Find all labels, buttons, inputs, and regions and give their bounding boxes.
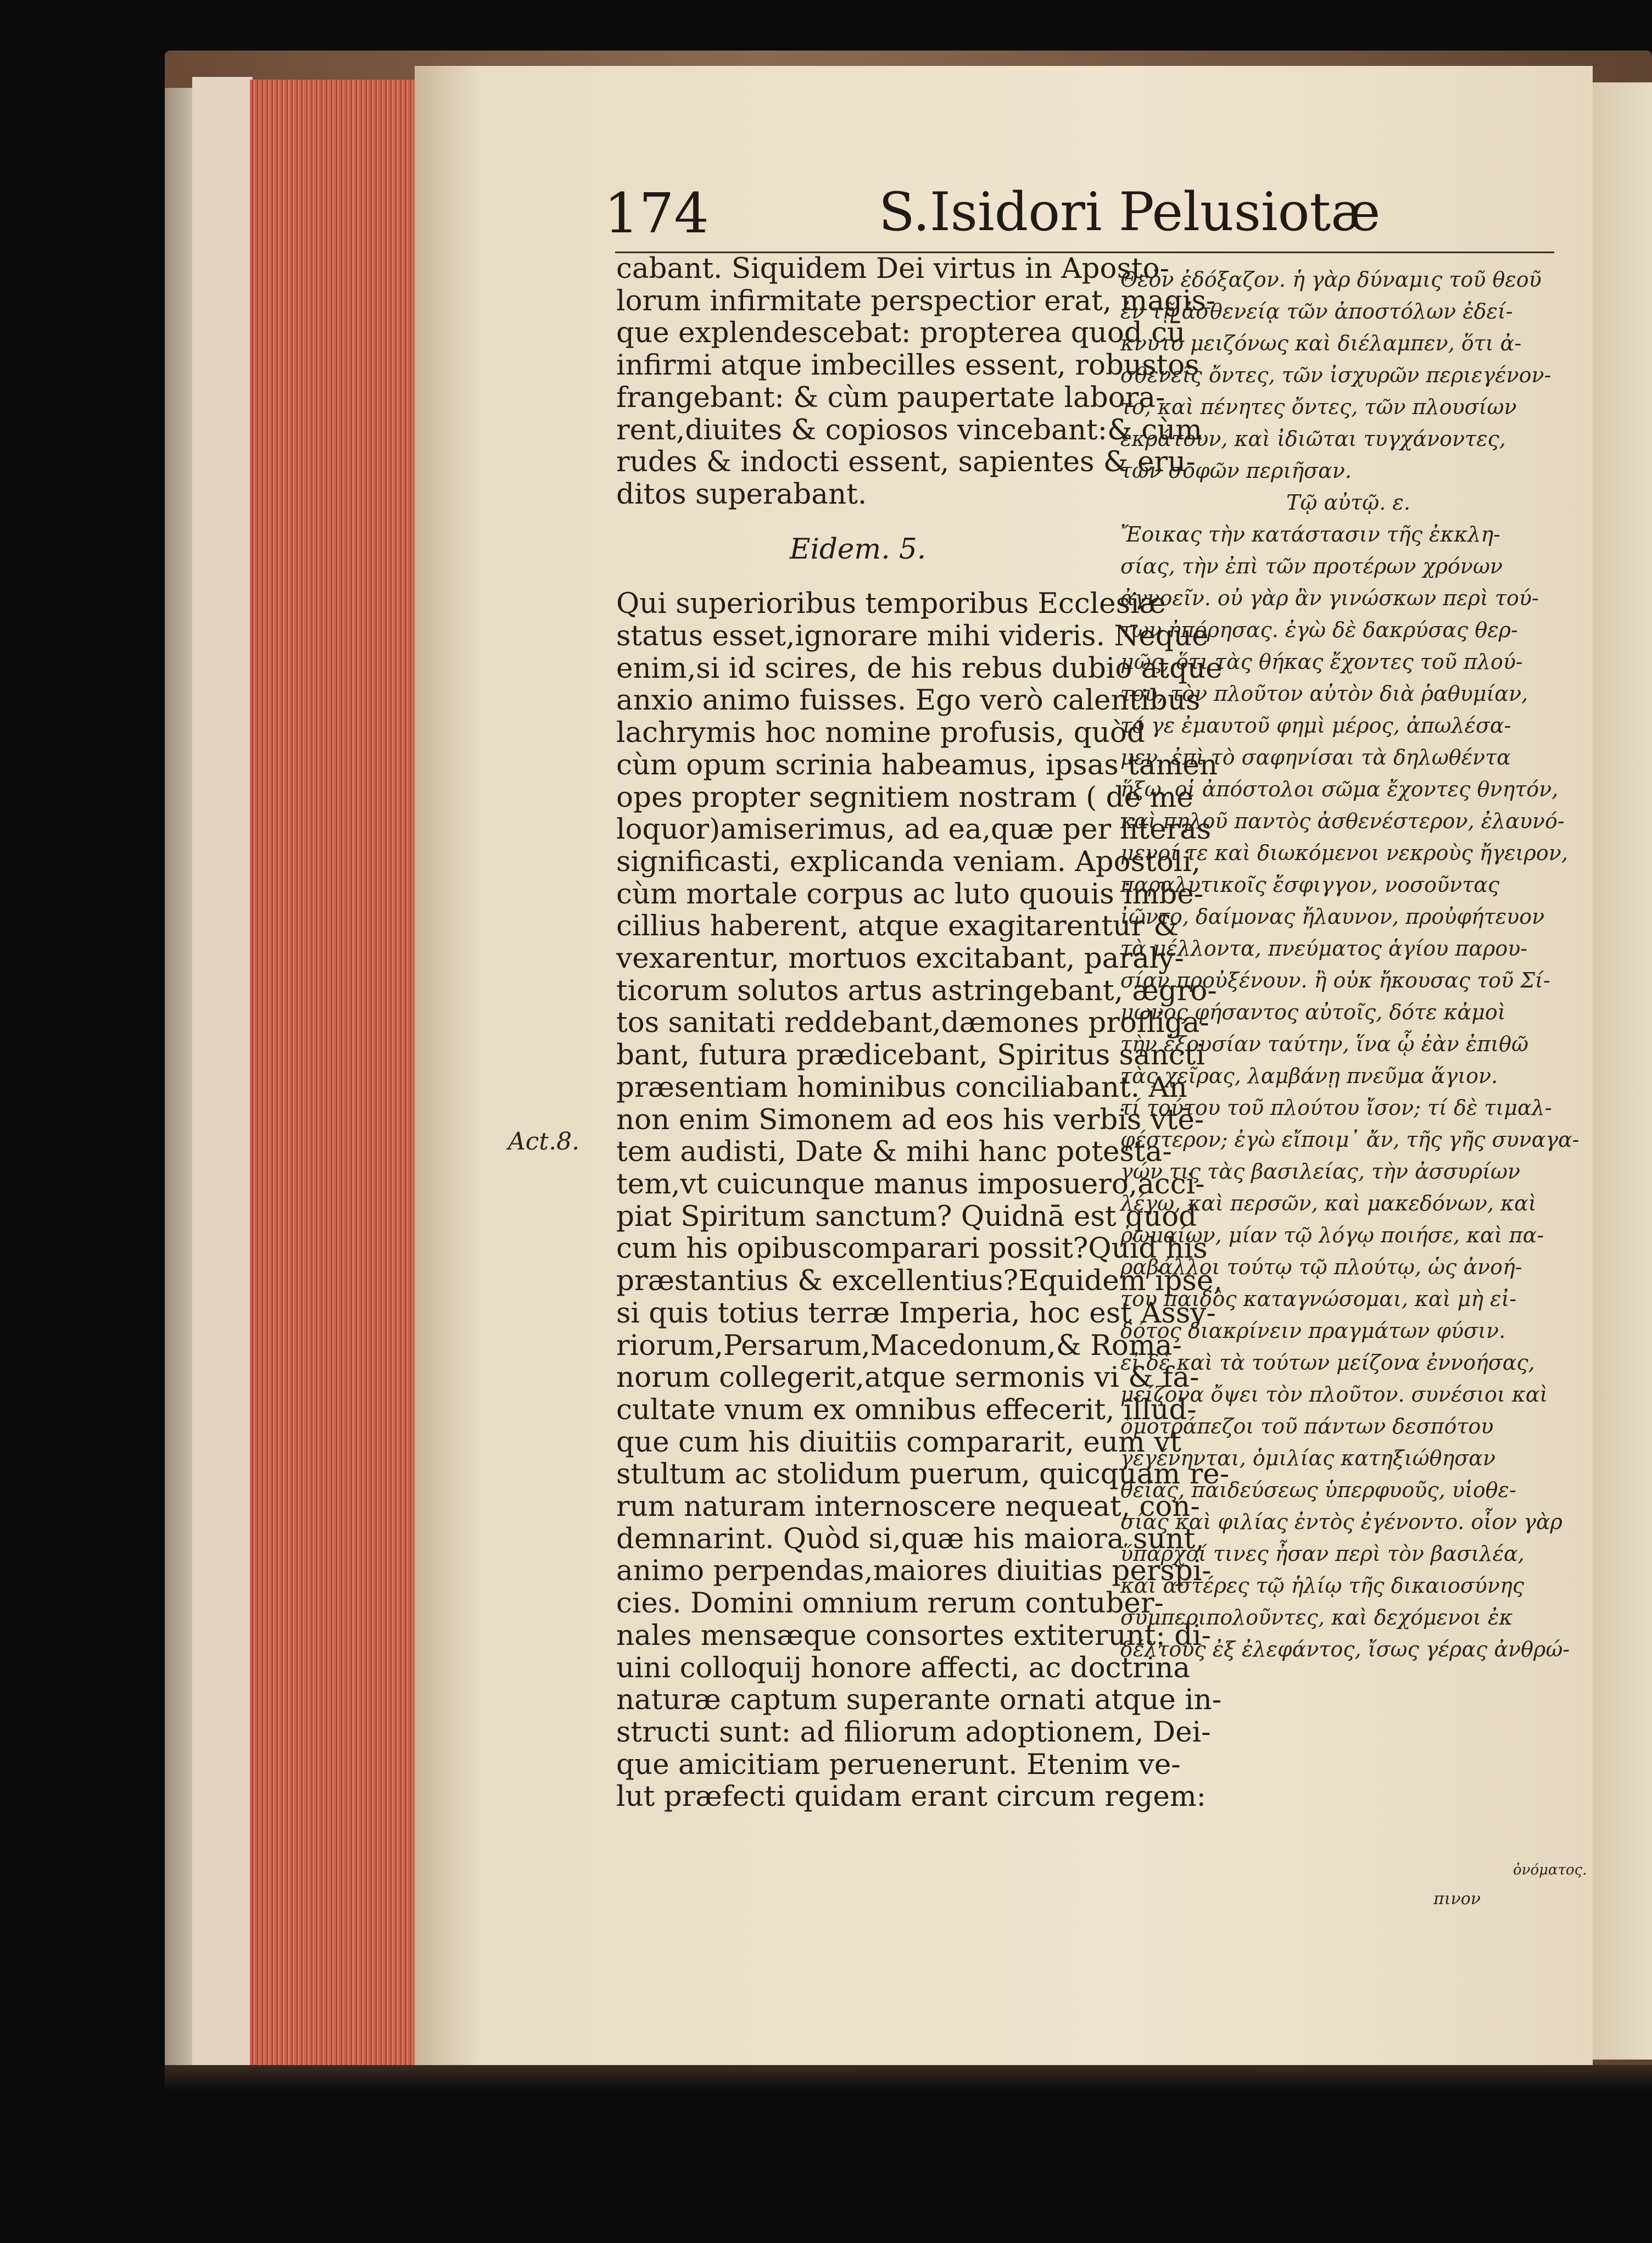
text-line: μωνος φήσαντος αὐτοῖς, δότε κἀμοὶ	[1120, 1000, 1506, 1024]
text-line: ticorum solutos artus astringebant, ægro-	[616, 974, 1217, 1007]
text-line: σθενεῖς ὄντες, τῶν ἰσχυρῶν περιεγένον-	[1120, 363, 1551, 387]
text-line: que amicitiam peruenerunt. Etenim ve-	[616, 1748, 1181, 1781]
text-line: ditos superabant.	[616, 477, 867, 511]
section-heading: Eidem. 5.	[789, 532, 927, 566]
text-line: Θεὸν ἐδόξαζον. ἡ γὰρ δύναμις τοῦ θεοῦ	[1120, 267, 1542, 292]
text-line: cùm opum scrinia habeamus, ipsas tamen	[616, 748, 1218, 782]
text-line: tem,vt cuicunque manus imposuero,acci-	[616, 1167, 1205, 1201]
right-margin-note: ὀνόματος.	[1513, 1862, 1587, 1878]
text-line: animo perpendas,maiores diuitias perspi-	[616, 1554, 1212, 1588]
catchword: πινον	[1433, 1889, 1481, 1909]
text-line: του παιδὸς καταγνώσομαι, καὶ μὴ εἰ-	[1120, 1287, 1517, 1311]
text-line: significasti, explicanda veniam. Apostoli,	[616, 845, 1201, 878]
text-line: φέστερον; ἐγὼ εἴποιμ᾽ ἄν, τῆς γῆς συναγα-	[1120, 1128, 1580, 1152]
text-line: τῶν σοφῶν περιῆσαν.	[1120, 459, 1352, 483]
text-line: præsentiam hominibus conciliabant. An	[616, 1070, 1187, 1104]
text-line: enim,si id scires, de his rebus dubio atque	[616, 651, 1223, 685]
text-line: παραλυτικοῖς ἔσφιγγον, νοσοῦντας	[1120, 873, 1500, 897]
text-line: lorum infirmitate perspectior erat, magis-	[616, 284, 1216, 317]
text-line: τὰ μέλλοντα, πνεύματος ἁγίου παρου-	[1120, 936, 1528, 961]
text-line: σίας καὶ φιλίας ἐντὸς ἐγένοντο. οἷον γὰρ	[1120, 1510, 1562, 1534]
text-line: uini colloquij honore affecti, ac doctrina	[616, 1651, 1191, 1684]
text-line: καὶ πηλοῦ παντὸς ἀσθενέστερον, ἐλαυνό-	[1120, 809, 1565, 833]
text-line: frangebant: & cùm paupertate labora-	[616, 381, 1165, 414]
latin-column	[616, 252, 1230, 1814]
text-line: ἐν τῇ ἀσθενείᾳ τῶν ἀποστόλων ἐδεί-	[1120, 299, 1513, 323]
text-line: μῶς, ὅτι τὰς θήκας ἔχοντες τοῦ πλού-	[1120, 650, 1523, 674]
running-head: S.Isidori Pelusiotæ	[879, 181, 1381, 243]
text-line: ῥωμαίων, μίαν τῷ λόγῳ ποιήσε, καὶ πα-	[1120, 1223, 1544, 1247]
text-line: λέγω, καὶ περσῶν, καὶ μακεδόνων, καὶ	[1120, 1191, 1537, 1215]
text-line: cum his opibuscomparari possit?Quid his	[616, 1232, 1208, 1265]
text-line: κνυτο μειζόνως καὶ διέλαμπεν, ὅτι ἀ-	[1120, 331, 1522, 355]
text-line: το, καὶ πένητες ὄντες, τῶν πλουσίων	[1120, 395, 1517, 419]
greek-column	[1120, 264, 1580, 1665]
text-line: lachrymis hoc nomine profusis, quòd	[616, 716, 1145, 750]
text-line: γών τις τὰς βασιλείας, τὴν ἀσσυρίων	[1120, 1159, 1521, 1184]
text-line: τὰς χεῖρας, λαμβάνῃ πνεῦμα ἅγιον.	[1120, 1064, 1498, 1088]
text-line: naturæ captum superante ornati atque in-	[616, 1683, 1222, 1717]
line-gap	[616, 511, 1100, 533]
text-line: vexarentur, mortuos excitabant, paraly-	[616, 942, 1184, 975]
text-line: opes propter segnitiem nostram ( de me	[616, 780, 1193, 814]
bottom-shadow	[165, 2065, 1652, 2093]
text-line: εἰ δὲ καὶ τὰ τούτων μείζονα ἐννοήσας,	[1120, 1351, 1535, 1375]
text-line: γεγένηνται, ὁμιλίας κατηξιώθησαν	[1120, 1446, 1495, 1470]
text-line: συμπεριπολοῦντες, καὶ δεχόμενοι ἐκ	[1120, 1605, 1513, 1630]
text-line: μείζονα ὄψει τὸν πλοῦτον. συνέσιοι καὶ	[1120, 1382, 1548, 1407]
text-line: ὕπαρχοί τινες ἦσαν περὶ τὸν βασιλέα,	[1120, 1542, 1525, 1566]
section-heading: Τῷ αὐτῷ. ε.	[1286, 490, 1410, 515]
text-line: ἀγνοεῖν. οὐ γὰρ ἂν γινώσκων περὶ τού-	[1120, 586, 1539, 610]
text-line: rudes & indocti essent, sapientes & eru-	[616, 445, 1196, 479]
text-line: ἐκράτουν, καὶ ἰδιῶται τυγχάνοντες,	[1120, 427, 1506, 451]
text-line: cies. Domini omnium rerum contuber-	[616, 1587, 1164, 1620]
text-line: loquor)amiserimus, ad ea,quæ per literas	[616, 813, 1212, 846]
text-line: que cum his diuitiis compararit, eum vt	[616, 1425, 1181, 1459]
text-line: μεν, ἐπὶ τὸ σαφηνίσαι τὰ δηλωθέντα	[1120, 745, 1511, 769]
text-line: demnarint. Quòd si,quæ his maiora sunt,	[616, 1522, 1204, 1555]
text-line: ραβάλλοι τούτῳ τῷ πλούτῳ, ὡς ἀνοή-	[1120, 1255, 1522, 1279]
text-line: non enim Simonem ad eos his verbis vtē-	[616, 1103, 1204, 1136]
text-line: cùm mortale corpus ac luto quouis imbe-	[616, 877, 1204, 911]
marginal-note: Act.8.	[508, 1128, 580, 1156]
text-line: tos sanitati reddebant,dæmones profliga-	[616, 1006, 1209, 1040]
text-line: rum naturam internoscere nequeat, con-	[616, 1490, 1200, 1524]
text-line: anxio animo fuisses. Ego verò calentibus	[616, 684, 1201, 717]
text-line: status esset,ignorare mihi videris. Neque	[616, 620, 1209, 653]
text-line: ἰῶντο, δαίμονας ἤλαυνον, προὐφήτευον	[1120, 905, 1545, 929]
text-line: των ἠπόρησας. ἐγὼ δὲ δακρύσας θερ-	[1120, 618, 1518, 642]
text-line: infirmi atque imbecilles essent, robustos	[616, 349, 1199, 382]
text-line: bant, futura prædicebant, Spiritus sancti	[616, 1039, 1205, 1072]
text-line: que explendescebat: propterea quod cū	[616, 316, 1186, 350]
text-line: cillius haberent, atque exagitarentur &	[616, 910, 1179, 943]
text-line: τό γε ἐμαυτοῦ φημὶ μέρος, ἀπωλέσα-	[1120, 713, 1511, 738]
text-line: riorum,Persarum,Macedonum,& Roma-	[616, 1329, 1182, 1362]
text-line: norum collegerit,atque sermonis vi & fa-	[616, 1361, 1199, 1394]
text-line: lut præfecti quidam erant circum regem:	[616, 1780, 1207, 1814]
text-line: rent,diuites & copiosos vincebant:& cùm	[616, 413, 1203, 447]
text-line: cultate vnum ex omnibus effecerit, illúd-	[616, 1393, 1197, 1426]
text-line: του, τὸν πλοῦτον αὐτὸν διὰ ῥαθυμίαν,	[1120, 682, 1528, 706]
text-line: θείας, παιδεύσεως ὑπερφυοῦς, υἱοθε-	[1120, 1478, 1516, 1502]
text-line: τὴν ἐξουσίαν ταύτην, ἵνα ᾧ ἐὰν ἐπιθῶ	[1120, 1032, 1528, 1056]
facing-page-edge	[1593, 82, 1652, 2060]
pastedown-endpaper	[192, 77, 253, 2076]
text-line: Ἔοικας τὴν κατάστασιν τῆς ἐκκλη-	[1120, 522, 1500, 546]
text-line: piat Spiritum sanctum? Quidnā est quod	[616, 1199, 1197, 1233]
text-line: nales mensæque consortes extiterunt: di-	[616, 1619, 1212, 1652]
text-line: δότος διακρίνειν πραγμάτων φύσιν.	[1120, 1319, 1506, 1343]
text-line: ἥξω. οἱ ἀπόστολοι σῶμα ἔχοντες θνητόν,	[1120, 777, 1559, 801]
board-edge	[165, 88, 192, 2065]
text-line: ὁμοτράπεζοι τοῦ πάντων δεσπότου	[1120, 1414, 1494, 1438]
text-line: si quis totius terræ Imperia, hoc est Assy-	[616, 1296, 1216, 1330]
text-line: μενοί τε καὶ διωκόμενοι νεκροὺς ἤγειρον,	[1120, 841, 1568, 865]
text-line: σίας, τὴν ἐπὶ τῶν προτέρων χρόνων	[1120, 554, 1503, 578]
text-line: δέλτους ἐξ ἐλεφάντος, ἴσως γέρας ἀνθρώ-	[1120, 1637, 1570, 1661]
text-line: præstantius & excellentius?Equidem ipse,	[616, 1264, 1223, 1298]
page-number: 174	[604, 181, 709, 245]
line-gap	[616, 565, 1100, 588]
text-line: cabant. Siquidem Dei virtus in Aposto-	[616, 252, 1169, 285]
text-line: Qui superioribus temporibus Ecclesiæ	[616, 587, 1166, 621]
red-edged-page-block	[250, 80, 415, 2073]
text-line: stultum ac stolidum puerum, quicquam re-	[616, 1458, 1230, 1491]
text-line: tem audisti, Date & mihi hanc potesta-	[616, 1135, 1172, 1169]
text-line: σίαν προὐξένουν. ἢ οὐκ ἤκουσας τοῦ Σί-	[1120, 968, 1550, 992]
text-line: structi sunt: ad filiorum adoptionem, Dei-	[616, 1715, 1211, 1749]
text-line: καὶ ἀστέρες τῷ ἡλίῳ τῆς δικαιοσύνης	[1120, 1574, 1525, 1598]
text-line: τί τούτου τοῦ πλούτου ἴσον; τί δὲ τιμαλ-	[1120, 1096, 1552, 1120]
